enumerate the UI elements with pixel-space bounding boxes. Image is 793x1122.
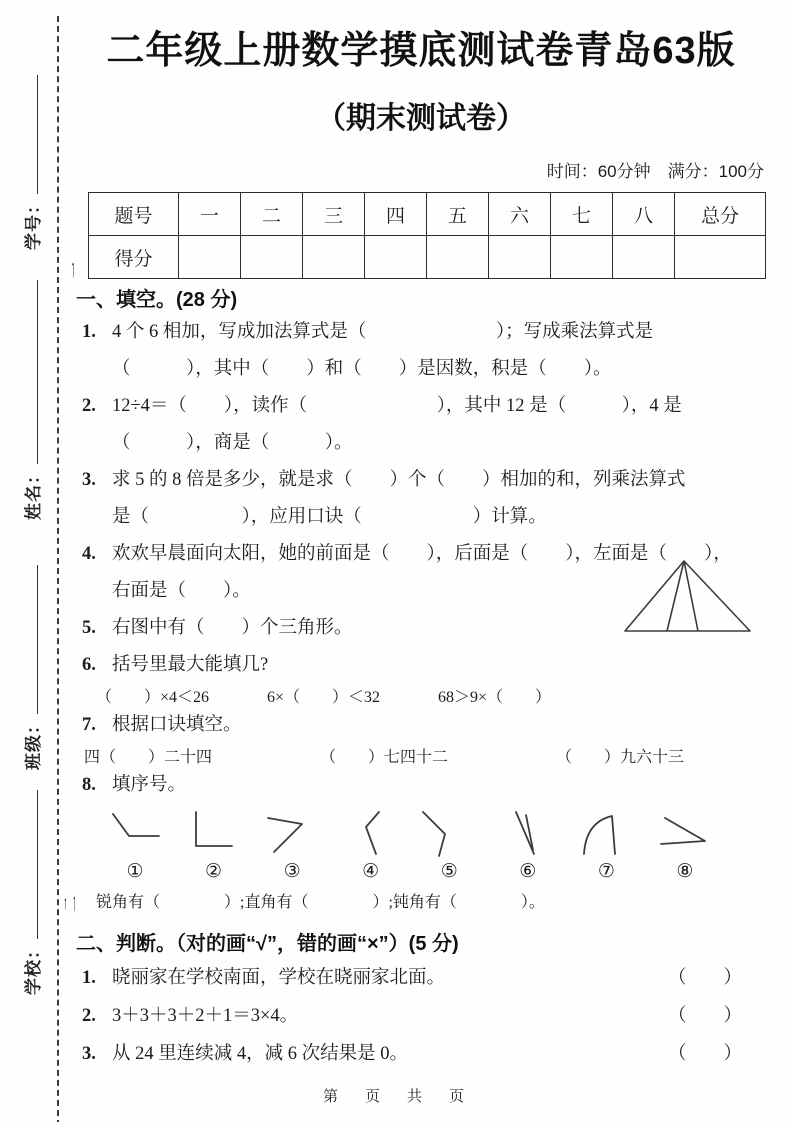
fill-question-1	[76, 314, 766, 388]
expression-3: 68＞9×（ ）	[437, 689, 551, 706]
curved-side-figure-icon	[574, 808, 638, 860]
score-table-col-8: 八	[613, 193, 675, 236]
question-text: 是（ ），应用口诀（ ）计算。	[112, 507, 547, 527]
fill-question-2	[76, 388, 766, 462]
score-table-col-3: 三	[303, 193, 365, 236]
question-text: 求 5 的 8 倍是多少，就是求（ ）个（ ）相加的和，列乘法算式	[112, 470, 686, 490]
score-cell-1	[179, 236, 241, 279]
acute-angle-icon	[339, 808, 403, 860]
score-table-col-5: 五	[427, 193, 489, 236]
question-text: 从 24 里连续减 4，减 6 次结果是 0。	[112, 1044, 409, 1064]
acute-angle-icon	[653, 808, 717, 860]
question-text: 填序号。	[112, 775, 187, 795]
angle-figure-5	[414, 808, 484, 884]
score-table	[88, 192, 766, 279]
score-table-col-1: 一	[179, 193, 241, 236]
angle-classification-line: 锐角有（ ）;直角有（ ）;钝角有（ ）。	[96, 894, 545, 911]
score-table-col-label: 题号	[89, 193, 179, 236]
fill-question-3	[76, 462, 766, 536]
angle-figure-1	[100, 808, 170, 884]
student-id-field	[18, 75, 44, 250]
score-cell-6	[489, 236, 551, 279]
answer-parentheses: （ ）	[667, 1044, 742, 1064]
question-text: （ ），商是（ ）。	[112, 433, 353, 453]
school-blank-line	[24, 790, 38, 939]
score-table-col-7: 七	[551, 193, 613, 236]
score-table-col-total: 总分	[675, 193, 766, 236]
question-number: 2.	[82, 1006, 96, 1026]
score-cell-total	[675, 236, 766, 279]
angle-figure-4	[336, 808, 406, 884]
angle-1-label: ①	[126, 861, 144, 882]
angle-figure-3	[257, 808, 327, 884]
class-blank-line	[24, 565, 38, 714]
question-number: 3.	[82, 1044, 96, 1064]
school-label: 学校：	[23, 941, 43, 995]
question-number: 2.	[82, 396, 96, 416]
score-table-col-4: 四	[365, 193, 427, 236]
score-cell-7	[551, 236, 613, 279]
angle-4-label: ④	[362, 861, 380, 882]
question-number: 8.	[82, 775, 96, 795]
angle-3-label: ③	[283, 861, 301, 882]
fill-question-6-expressions	[96, 684, 551, 707]
time-score-info: 时间：60分钟 满分：100分	[546, 162, 764, 181]
class-field	[18, 565, 44, 770]
question-text: 根据口诀填空。	[112, 715, 242, 735]
question-number: 7.	[82, 715, 96, 735]
fill-question-7	[76, 707, 766, 744]
angle-figure-7	[571, 808, 641, 884]
score-cell-3	[303, 236, 365, 279]
paper-content	[76, 0, 766, 1072]
fill-question-6	[76, 647, 766, 684]
question-text: 欢欢早晨面向太阳，她的前面是（ ），后面是（ ），左面是（ ），	[112, 544, 732, 564]
fill-question-7-mnemonics	[84, 744, 684, 767]
mnemonic-1: 四（ ）二十四	[84, 749, 213, 766]
question-number: 6.	[82, 655, 96, 675]
question-text: 括号里最大能填几?	[112, 655, 269, 675]
right-angle-icon	[182, 808, 246, 860]
answer-parentheses: （ ）	[667, 1006, 742, 1026]
margin-mark-one: 一	[67, 262, 84, 279]
angle-8-label: ⑧	[676, 861, 694, 882]
angle-figure-8	[650, 808, 720, 884]
angle-7-label: ⑦	[597, 861, 615, 882]
acute-angle-icon	[260, 808, 324, 860]
score-cell-8	[613, 236, 675, 279]
question-number: 4.	[82, 544, 96, 564]
margin-mark-two: 二	[63, 896, 80, 913]
section-judge-heading: 二、判断。（对的画“√”，错的画“×”）(5 分)	[76, 933, 459, 955]
student-name-label: 姓名：	[23, 466, 43, 520]
expression-2: 6×（ ）＜32	[266, 689, 381, 706]
question-text: （ ），其中（ ）和（ ）是因数，积是（ ）。	[112, 359, 612, 379]
score-table-score-row	[89, 236, 766, 279]
question-text: 晓丽家在学校南面，学校在晓丽家北面。	[112, 968, 446, 988]
answer-parentheses: （ ）	[667, 968, 742, 988]
score-table-header-row	[89, 193, 766, 236]
score-cell-2	[241, 236, 303, 279]
angle-figure-2	[179, 808, 249, 884]
student-id-blank-line	[24, 75, 38, 194]
class-label: 班级：	[23, 716, 43, 770]
paper-subtitle: （期末测试卷）	[316, 102, 526, 135]
margin-dashed-divider	[57, 16, 59, 1122]
obtuse-angle-icon	[417, 808, 481, 860]
angle-6-label: ⑥	[519, 861, 537, 882]
angle-figure-6	[493, 808, 563, 884]
question-text: 4 个 6 相加，写成加法算式是（ ）；写成乘法算式是	[112, 322, 654, 342]
question-number: 5.	[82, 618, 96, 638]
obtuse-angle-icon	[103, 808, 167, 860]
narrow-acute-angle-icon	[496, 808, 560, 860]
question-number: 1.	[82, 322, 96, 342]
judge-question-3	[76, 1036, 766, 1072]
mnemonic-3: （ ）九六十三	[555, 749, 684, 766]
question-number: 3.	[82, 470, 96, 490]
page-footer: 第 页 共 页	[322, 1088, 470, 1105]
question-text: 12÷4＝（ ），读作（ ），其中 12 是（ ），4 是	[112, 396, 682, 416]
student-id-label: 学号：	[23, 196, 43, 250]
paper-title: 二年级上册数学摸底测试卷青岛63版	[106, 30, 736, 72]
judge-question-2	[76, 998, 766, 1034]
question-text: 3＋3＋3＋2＋1＝3×4。	[112, 1006, 299, 1026]
score-cell-5	[427, 236, 489, 279]
expression-1: （ ）×4＜26	[96, 689, 210, 706]
mnemonic-2: （ ）七四十二	[319, 749, 448, 766]
score-row-label: 得分	[89, 236, 179, 279]
question-text: 右图中有（ ）个三角形。	[112, 618, 353, 638]
school-field	[18, 790, 44, 995]
student-name-field	[18, 280, 44, 520]
question-number: 1.	[82, 968, 96, 988]
judge-question-1	[76, 960, 766, 996]
section-fill-heading: 一、填空。(28 分)	[76, 289, 238, 311]
score-table-col-6: 六	[489, 193, 551, 236]
triangle-figure	[620, 556, 755, 636]
angle-2-label: ②	[205, 861, 223, 882]
score-table-col-2: 二	[241, 193, 303, 236]
angle-5-label: ⑤	[440, 861, 458, 882]
score-cell-4	[365, 236, 427, 279]
angle-figures-strip	[100, 808, 720, 884]
question-text: 右面是（ ）。	[112, 581, 251, 601]
fill-question-8	[76, 767, 766, 804]
student-name-blank-line	[24, 280, 38, 464]
